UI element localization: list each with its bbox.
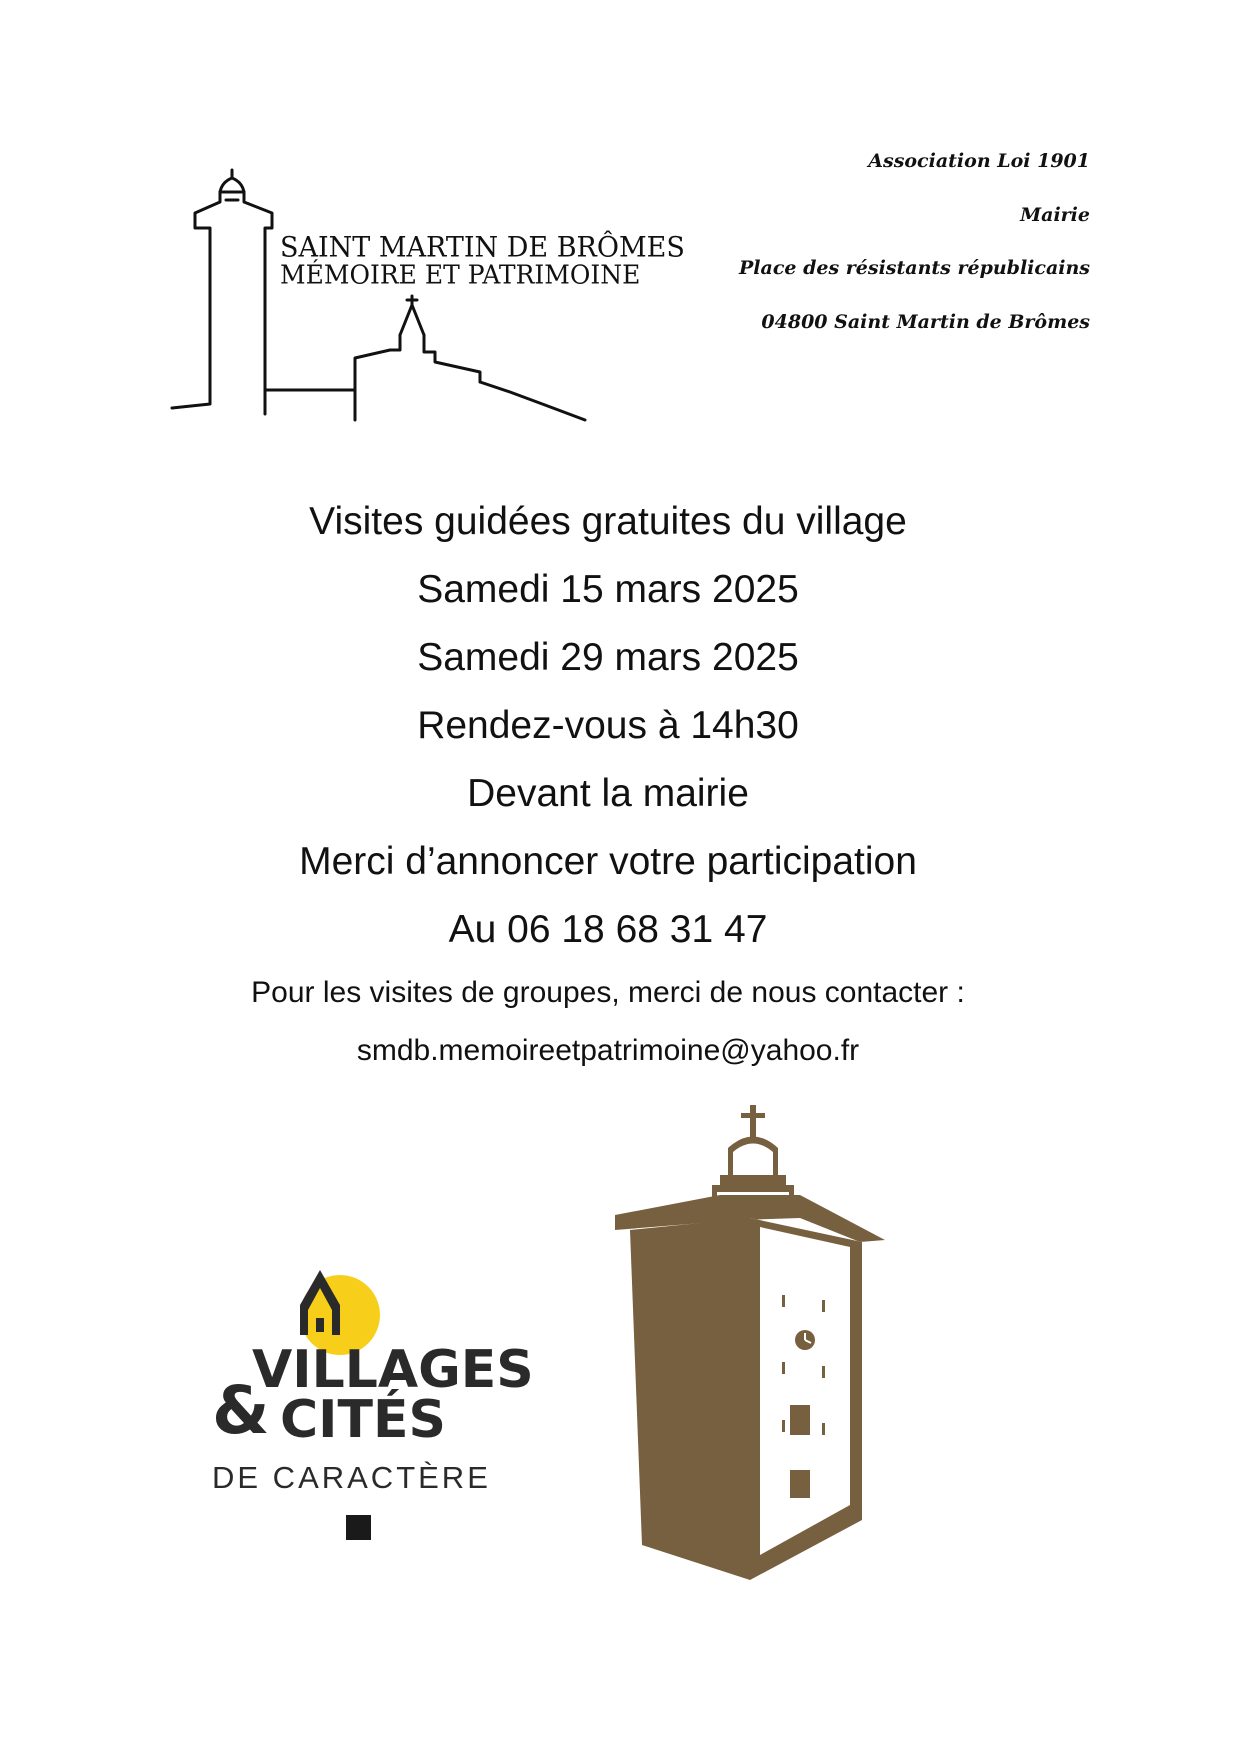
logo-name-line2: MÉMOIRE ET PATRIMOINE (280, 259, 641, 290)
logo-name-line1: SAINT MARTIN DE BRÔMES (280, 231, 685, 264)
address-line-2: Mairie (1020, 204, 1090, 226)
square-mark-icon (346, 1515, 371, 1540)
address-line-4: 04800 Saint Martin de Brômes (761, 311, 1090, 333)
association-logo (0, 0, 685, 440)
rsvp-request: Merci d’annoncer votre participation (299, 840, 917, 883)
vc-word-villages: VILLAGES (252, 1340, 534, 1400)
address-line-1: Association Loi 1901 (868, 150, 1090, 172)
meeting-time: Rendez-vous à 14h30 (417, 704, 799, 747)
vc-word-cites: CITÉS (280, 1390, 446, 1450)
vc-ampersand: & (212, 1372, 270, 1449)
tower-illustration-icon (600, 1100, 900, 1580)
meeting-place: Devant la mairie (467, 772, 749, 815)
village-sketch-icon (0, 0, 640, 440)
visit-date-1: Samedi 15 mars 2025 (417, 568, 799, 611)
vc-tagline: DE CARACTÈRE (212, 1460, 491, 1495)
contact-email[interactable]: smdb.memoireetpatrimoine@yahoo.fr (356, 1034, 860, 1067)
visit-date-2: Samedi 29 mars 2025 (417, 636, 799, 679)
group-visits-note: Pour les visites de groupes, merci de nous contacter : (251, 976, 965, 1009)
phone-number: Au 06 18 68 31 47 (448, 908, 768, 951)
announcement-title: Visites guidées gratuites du village (309, 500, 907, 543)
villages-cites-logo (200, 1260, 534, 1560)
address-line-3: Place des résistants républicains (739, 257, 1090, 279)
